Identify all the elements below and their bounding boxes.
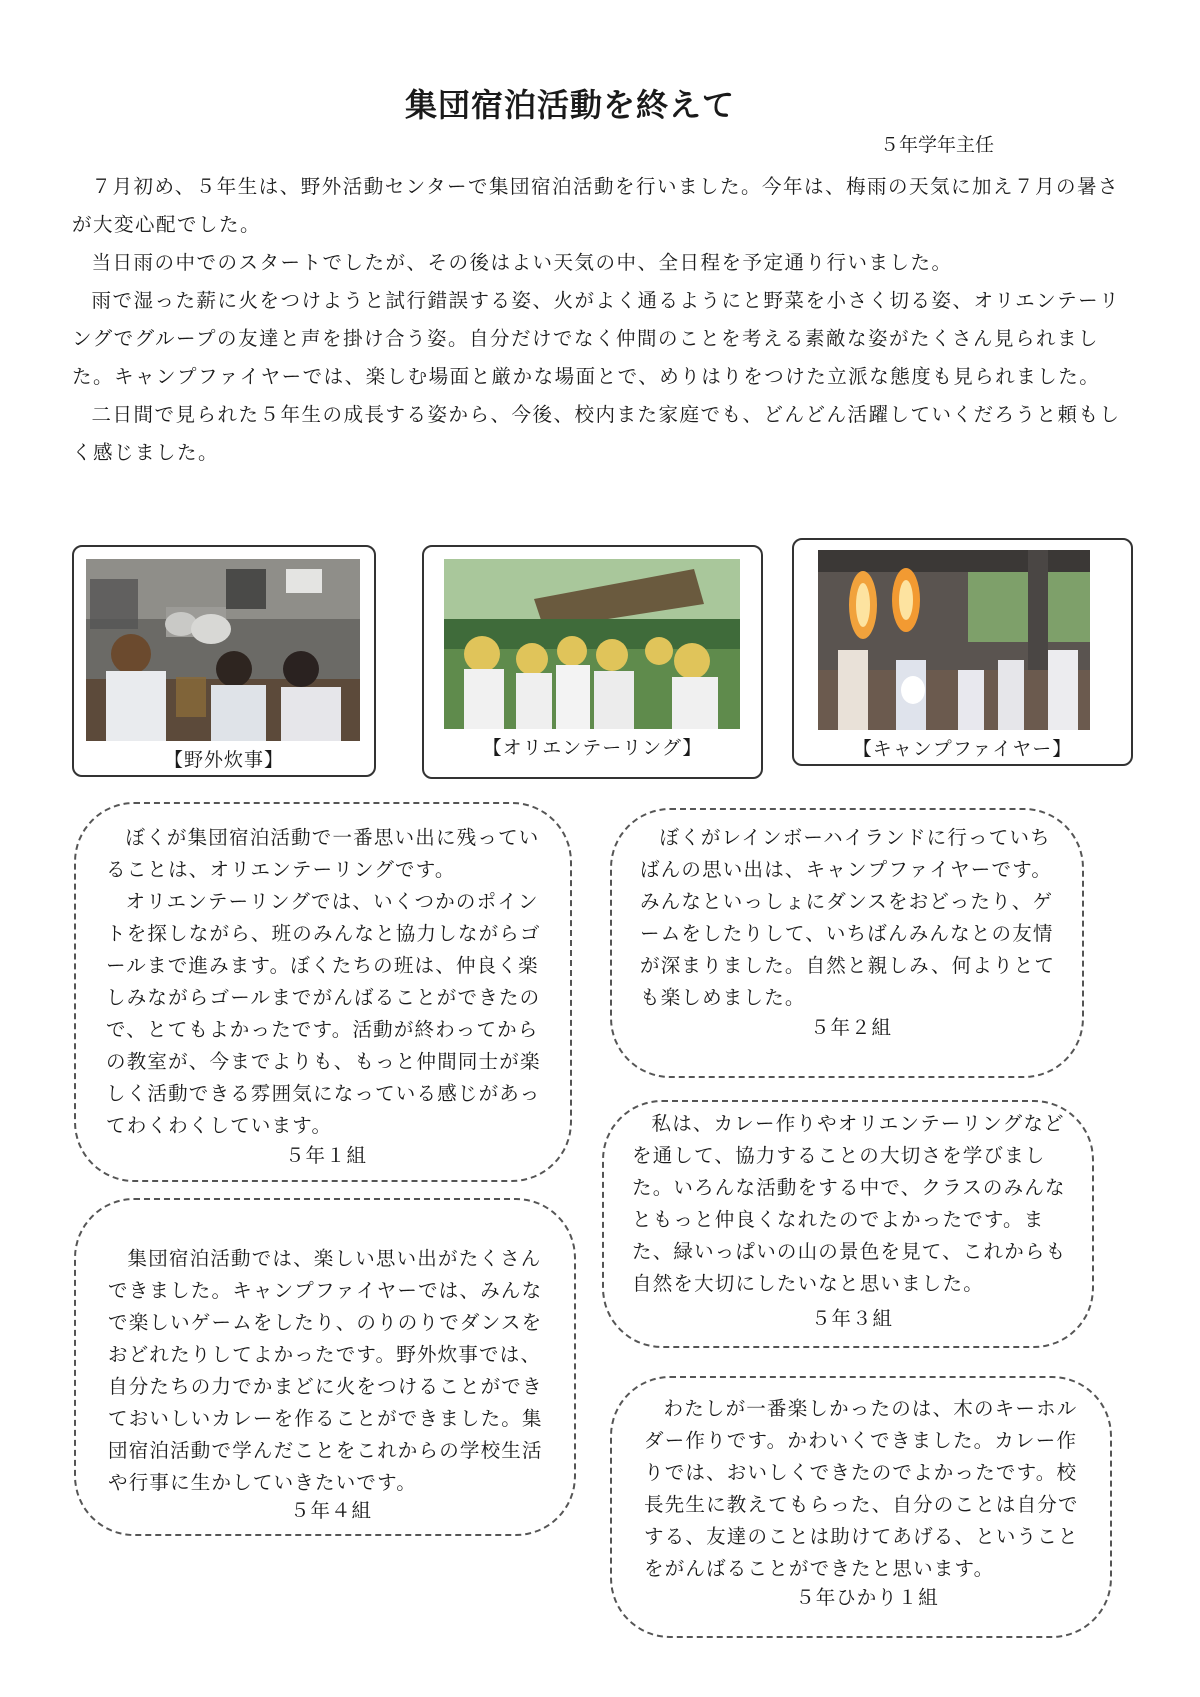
photo-cooking bbox=[86, 559, 360, 741]
author-line: ５年学年主任 bbox=[880, 134, 995, 156]
intro-paragraph: 雨で湿った薪に火をつけようと試行錯誤する姿、火がよく通るようにと野菜を小さく切る姿、オリエンテーリングでグループの友達と声を掛け合う姿。自分だけでなく仲間のことを考える素敵な姿がたくさん見られました。キャンプファイヤーでは、楽しむ場面と厳かな場面とで、めりはりをつけた立派な態度も見られました。 bbox=[72, 289, 1121, 388]
photo-campfire bbox=[818, 550, 1090, 730]
comment-hikari1-text bbox=[644, 1393, 1090, 1585]
comment-class4-text bbox=[108, 1243, 554, 1499]
comment-class2-paragraph: ぼくがレインボーハイランドに行っていちばんの思い出は、キャンプファイヤーです。みんなといっしょにダンスをおどったり、ゲームをしたりして、いちばんみんなとの友情が深まりました。自然と親しみ、何よりとても楽しめました。 bbox=[640, 826, 1056, 1009]
photo-frame-campfire bbox=[792, 538, 1133, 766]
comment-class3-signature: ５年３組 bbox=[810, 1307, 893, 1330]
caption-cooking: 【野外炊事】 bbox=[163, 749, 284, 771]
comment-class1-paragraph: オリエンテーリングでは、いくつかのポイントを探しながら、班のみんなと協力しながらゴールまで進みます。ぼくたちの班は、仲良く楽しみながらゴールまでがんばることができたので、とてもよかったです。活動が終わってからの教室が、今までよりも、もっと仲間同士が楽しく活動できる雰囲気になっている感じがあってわくわくしています。 bbox=[106, 890, 541, 1137]
comment-class4-signature: ５年４組 bbox=[289, 1499, 372, 1522]
page-title: 集団宿泊活動を終えて bbox=[404, 86, 735, 124]
comment-class4-paragraph: 集団宿泊活動では、楽しい思い出がたくさんできました。キャンプファイヤーでは、みんなで楽しいゲームをしたり、のりのりでダンスをおどれたりしてよかったです。野外炊事では、自分たちの力でかまどに火をつけることができておいしいカレーを作ることができました。集団宿泊活動で学んだことをこれからの学校生活や行事に生かしていきたいです。 bbox=[108, 1247, 543, 1494]
comment-class1-text bbox=[106, 822, 546, 1142]
comment-class3-paragraph: 私は、カレー作りやオリエンテーリングなどを通して、協力することの大切さを学びました。いろんな活動をする中で、クラスのみんなともっと仲良くなれたのでよかったです。また、緑いっぱいの山の景色を見て、これからも自然を大切にしたいなと思いました。 bbox=[632, 1112, 1067, 1295]
photo-frame-orienteering bbox=[422, 545, 763, 779]
caption-orienteering: 【オリエンテーリング】 bbox=[482, 737, 703, 759]
comment-hikari1-paragraph: わたしが一番楽しかったのは、木のキーホルダー作りです。かわいくできました。カレー作りでは、おいしくできたのでよかったです。校長先生に教えてもらった、自分のことは自分でする、友達のことは助けてあげる、ということをがんばることができたと思います。 bbox=[644, 1397, 1079, 1580]
comment-class3-text bbox=[632, 1108, 1072, 1300]
comment-class1-signature: ５年１組 bbox=[284, 1144, 367, 1167]
intro-paragraph: 当日雨の中でのスタートでしたが、その後はよい天気の中、全日程を予定通り行いました。 bbox=[91, 251, 953, 274]
caption-campfire: 【キャンプファイヤー】 bbox=[852, 738, 1073, 760]
photo-frame-cooking bbox=[72, 545, 376, 777]
intro-paragraph: 二日間で見られた５年生の成長する姿から、今後、校内また家庭でも、どんどん活躍していくだろうと頼もしく感じました。 bbox=[72, 403, 1121, 464]
intro-paragraph: ７月初め、５年生は、野外活動センターで集団宿泊活動を行いました。今年は、梅雨の天気に加え７月の暑さが大変心配でした。 bbox=[72, 175, 1119, 236]
intro-text bbox=[72, 168, 1132, 472]
comment-class2-signature: ５年２組 bbox=[809, 1016, 892, 1039]
photo-orienteering bbox=[444, 559, 740, 729]
comment-class1-paragraph: ぼくが集団宿泊活動で一番思い出に残っていることは、オリエンテーリングです。 bbox=[106, 826, 540, 881]
comment-hikari1-signature: ５年ひかり１組 bbox=[795, 1586, 939, 1609]
comment-class2-text bbox=[640, 822, 1062, 1014]
